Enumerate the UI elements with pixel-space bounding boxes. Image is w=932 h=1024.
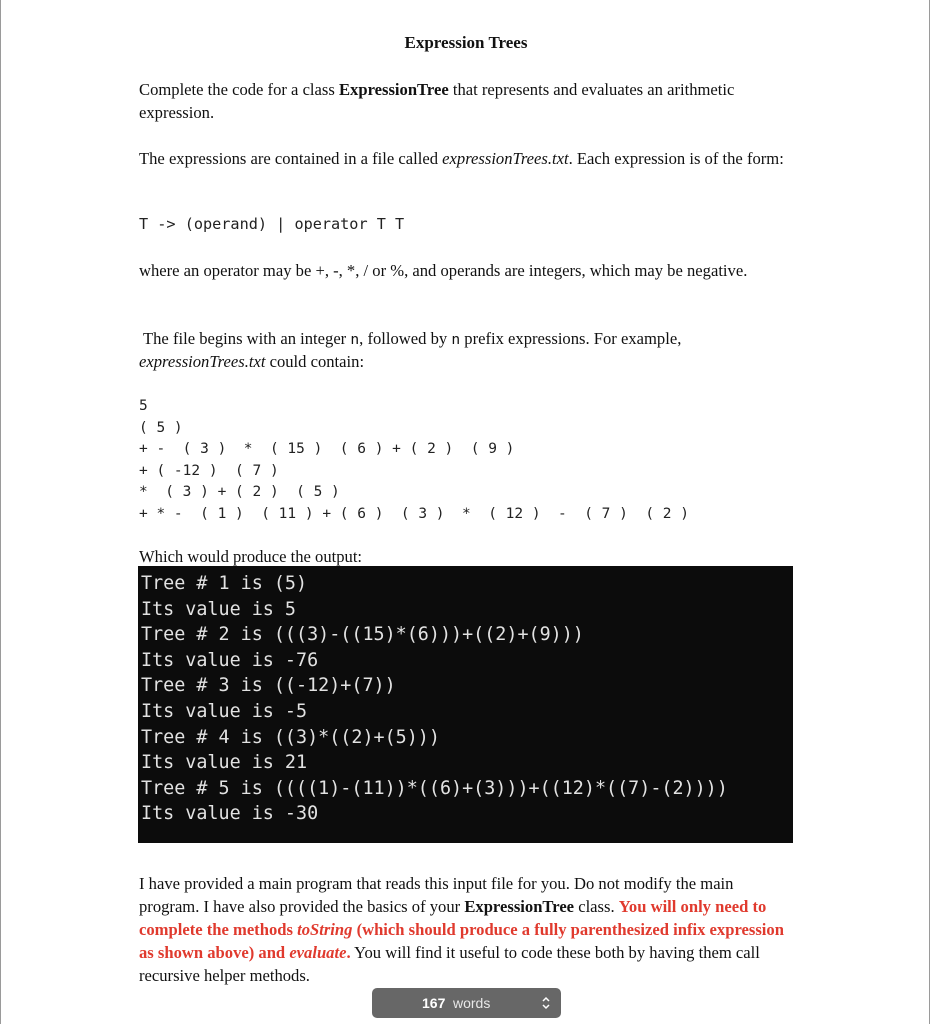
input-paragraph-line2 bbox=[139, 350, 799, 373]
example-line: + - ( 3 ) * ( 15 ) ( 6 ) + ( 2 ) ( 9 ) bbox=[139, 441, 515, 457]
input-text-3: prefix expressions. For example, bbox=[460, 329, 682, 348]
file-text-1: The expressions are contained in a file called bbox=[139, 149, 443, 168]
red-instruction-3: . bbox=[346, 943, 351, 962]
output-label: Which would produce the output: bbox=[139, 547, 363, 566]
example-line: ( 5 ) bbox=[139, 419, 183, 436]
example-line: * ( 3 ) + ( 2 ) ( 5 ) bbox=[139, 484, 340, 500]
n-variable: n bbox=[451, 331, 461, 348]
instructions-text-2: class. bbox=[574, 897, 619, 916]
console-line: Tree # 4 is ((3)*((2)+(5))) bbox=[141, 726, 440, 748]
input-paragraph bbox=[143, 327, 803, 351]
example-line: + ( -12 ) ( 7 ) bbox=[139, 462, 279, 479]
console-line: Tree # 5 is ((((1)-(11))*((6)+(3)))+((12)*((7)-(2)))) bbox=[141, 777, 728, 799]
example-line: 5 bbox=[139, 398, 148, 414]
method-tostring: toString bbox=[297, 920, 353, 939]
operator-paragraph: where an operator may be +, -, *, / or %, and operands are integers, which may be negative. bbox=[139, 261, 748, 280]
console-line: Tree # 1 is (5) bbox=[141, 573, 308, 594]
console-line: Tree # 3 is ((-12)+(7)) bbox=[141, 675, 396, 697]
file-name: expressionTrees.txt bbox=[139, 352, 266, 371]
console-line: Its value is -5 bbox=[141, 700, 308, 722]
file-name: expressionTrees.txt bbox=[442, 149, 569, 168]
red-instruction-1: You will only need to complete the methods bbox=[139, 897, 767, 939]
method-evaluate: evaluate bbox=[289, 943, 347, 962]
input-text-1: The file begins with an integer bbox=[143, 329, 351, 348]
intro-text-2: that represents and evaluates an arithmetic expression. bbox=[139, 80, 735, 122]
instructions-paragraph bbox=[139, 872, 797, 987]
instructions-text-1: I have provided a main program that reads this input file for you. Do not modify the main program. I have also provided the basics of your bbox=[139, 874, 734, 916]
example-input bbox=[139, 396, 689, 525]
console-output bbox=[138, 566, 793, 843]
console-line: Tree # 2 is (((3)-((15)*(6)))+((2)+(9))) bbox=[141, 624, 584, 646]
instructions-text-3: You will find it useful to code these both by having them call recursive helper methods. bbox=[139, 943, 760, 985]
file-paragraph bbox=[139, 147, 799, 170]
word-count-pill[interactable] bbox=[372, 988, 561, 1018]
example-line: + * - ( 1 ) ( 11 ) + ( 6 ) ( 3 ) * ( 12 ) - ( 7 ) ( 2 ) bbox=[139, 505, 689, 522]
console-line: Its value is 21 bbox=[141, 752, 308, 774]
chevron-up-down-icon bbox=[541, 996, 551, 1010]
page-title: Expression Trees bbox=[404, 33, 528, 52]
file-text-2: . Each expression is of the form: bbox=[568, 149, 784, 168]
class-name: ExpressionTree bbox=[464, 897, 575, 916]
class-name: ExpressionTree bbox=[338, 80, 449, 99]
red-instruction-2: (which should produce a fully parenthesized infix expression as shown above) and bbox=[139, 920, 784, 962]
input-text-4: could contain: bbox=[265, 352, 365, 371]
n-variable: n bbox=[350, 331, 360, 348]
grammar-rule: T -> (operand) | operator T T bbox=[139, 215, 405, 233]
word-count-label: words bbox=[453, 995, 491, 1011]
intro-text-1: Complete the code for a class bbox=[139, 80, 339, 99]
intro-paragraph bbox=[139, 78, 799, 124]
console-line: Its value is -76 bbox=[141, 649, 319, 671]
console-line: Its value is -30 bbox=[141, 803, 319, 825]
input-text-2: , followed by bbox=[359, 329, 452, 348]
word-count-number: 167 bbox=[422, 995, 446, 1011]
console-line: Its value is 5 bbox=[141, 598, 297, 620]
